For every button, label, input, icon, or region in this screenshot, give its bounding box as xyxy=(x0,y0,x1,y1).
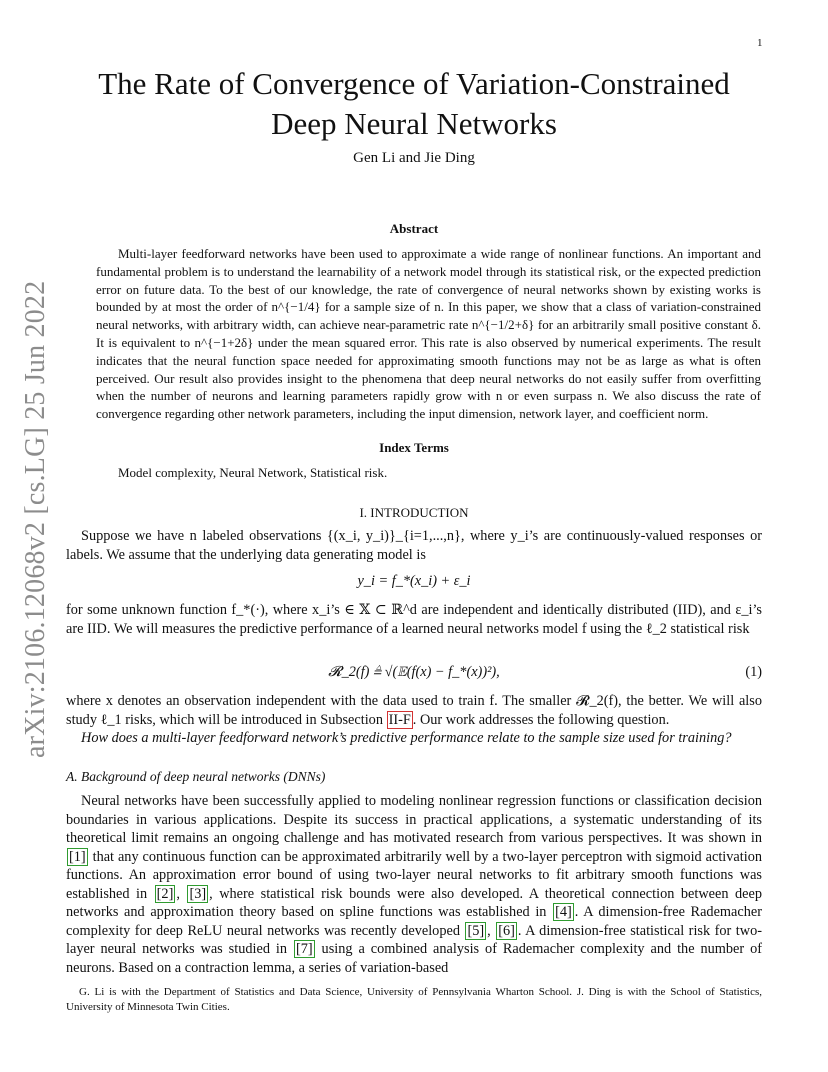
citation-link[interactable]: [2] xyxy=(156,885,174,902)
citation-link[interactable]: [5] xyxy=(467,922,485,939)
background-text: . A dimension-free Rademacher complexity for deep ReLU neural networks was recently developed xyxy=(66,904,762,939)
author-affiliation-footnote: G. Li is with the Department of Statistics and Data Science, University of Pennsylvania Wharton School. J. Ding is with the School of Statistics, University of Minnesota Twin Cities. xyxy=(66,986,762,1013)
citation-link[interactable]: [1] xyxy=(69,848,86,865)
background-text: that any continuous function can be approximated arbitrarily well by a two-layer perceptron with sigmoid activation functions. An approximation error bound of using two-layer neural networks to fit arbitrary smooth functions was established in xyxy=(66,848,762,902)
section-heading-introduction: I. INTRODUCTION xyxy=(359,505,469,520)
index-terms-body: Model complexity, Neural Network, Statistical risk. xyxy=(118,465,388,480)
background-text: , xyxy=(487,922,496,939)
background-text: using a combined analysis of Rademacher complexity and the number of neurons. Based on a contraction lemma, a series of variation-based xyxy=(66,941,762,976)
page-number: 1 xyxy=(757,37,763,49)
citation-link[interactable]: [6] xyxy=(498,922,515,939)
intro-paragraph-3 xyxy=(66,692,762,729)
authors: Gen Li and Jie Ding xyxy=(353,150,475,166)
equation-number: (1) xyxy=(745,664,762,680)
intro-paragraph-2: for some unknown function f_*(·), where x_i’s ∈ 𝕏 ⊂ ℝ^d are independent and identically distributed (IID), and ε_i’s are IID. We will measures the predictive performance of a learned neural networks model f using the ℓ_2 statistical risk xyxy=(66,602,762,637)
intro-paragraph-1: Suppose we have n labeled observations {(x_i, y_i)}_{i=1,...,n}, where y_i’s are continuously-valued responses or labels. We assume that the underlying data generating model is xyxy=(66,528,762,563)
paper-title xyxy=(40,64,788,144)
background-text: , xyxy=(176,885,187,902)
background-paragraph xyxy=(66,792,762,977)
citation-link[interactable]: [7] xyxy=(295,941,313,957)
title-line-2: Deep Neural Networks xyxy=(271,106,557,141)
research-question: How does a multi-layer feedforward network’s predictive performance relate to the sample size used for training? xyxy=(81,730,732,746)
citation-link[interactable]: [4] xyxy=(555,904,572,920)
intro-paragraph-3-text-b: . Our work addresses the following question. xyxy=(412,711,670,728)
arxiv-stamp: arXiv:2106.12068v2 [cs.LG] 25 Jun 2022 xyxy=(20,280,51,758)
abstract-body: Multi-layer feedforward networks have been used to approximate a wide range of nonlinear functions. An important and fundamental problem is to understand the learnability of a network model through its statistical risk, or the expected prediction error on future data. To the best of our knowledge, the rate of convergence of neural networks shown by existing works is bounded by at most the order of n^{−1/4} for a sample size of n. In this paper, we show that a class of variation-constrained neural networks, with arbitrary width, can achieve near-parametric rate n^{−1/2+δ} for an arbitrarily small positive constant δ. It is equivalent to n^{−1+2δ} under the mean squared error. This rate is also observed by numerical experiments. The result indicates that the neural function space needed for approximating smooth functions may not be as large as what is often perceived. Our result also provides insight to the phenomena that deep neural networks do not easily suffer from overfitting when the number of neurons and learning parameters rapidly grow with n or even surpass n. We also discuss the rate of convergence regarding other network parameters, including the input dimension, network layer, and coefficient norm. xyxy=(96,246,761,422)
background-text: , where statistical risk bounds were also developed. A theoretical connection between deep networks and approximation theory based on spline functions was established in xyxy=(66,885,762,920)
risk-equation: 𝓡_2(f) ≜ √(𝔼(f(x) − f_*(x))²), xyxy=(328,664,500,680)
title-line-1: The Rate of Convergence of Variation-Constrained xyxy=(98,66,730,101)
citation-link[interactable]: [3] xyxy=(189,885,207,902)
background-text: Neural networks have been successfully applied to modeling nonlinear regression functions or classification decision boundaries in various applications. Despite its success in practical applications, a systematic understanding of its theoretical limit remains an ongoing challenge and has motivated research from various perspectives. It was shown in xyxy=(66,793,762,846)
intro-paragraph-3-text-a: where x denotes an observation independent with the data used to train f. The smaller 𝓡_2(f), the better. We will also study ℓ_1 risks, which will be introduced in Subsection xyxy=(66,693,762,728)
background-text: . A dimension-free statistical risk for two-layer neural networks was studied in xyxy=(66,922,762,957)
index-terms-heading: Index Terms xyxy=(379,440,449,455)
model-equation: y_i = f_*(x_i) + ε_i xyxy=(357,573,471,589)
subsection-heading-background: A. Background of deep neural networks (DNNs) xyxy=(66,769,326,784)
abstract-heading: Abstract xyxy=(389,221,439,236)
subsection-link[interactable]: II-F xyxy=(388,711,411,728)
risk-equation-row xyxy=(66,664,762,681)
